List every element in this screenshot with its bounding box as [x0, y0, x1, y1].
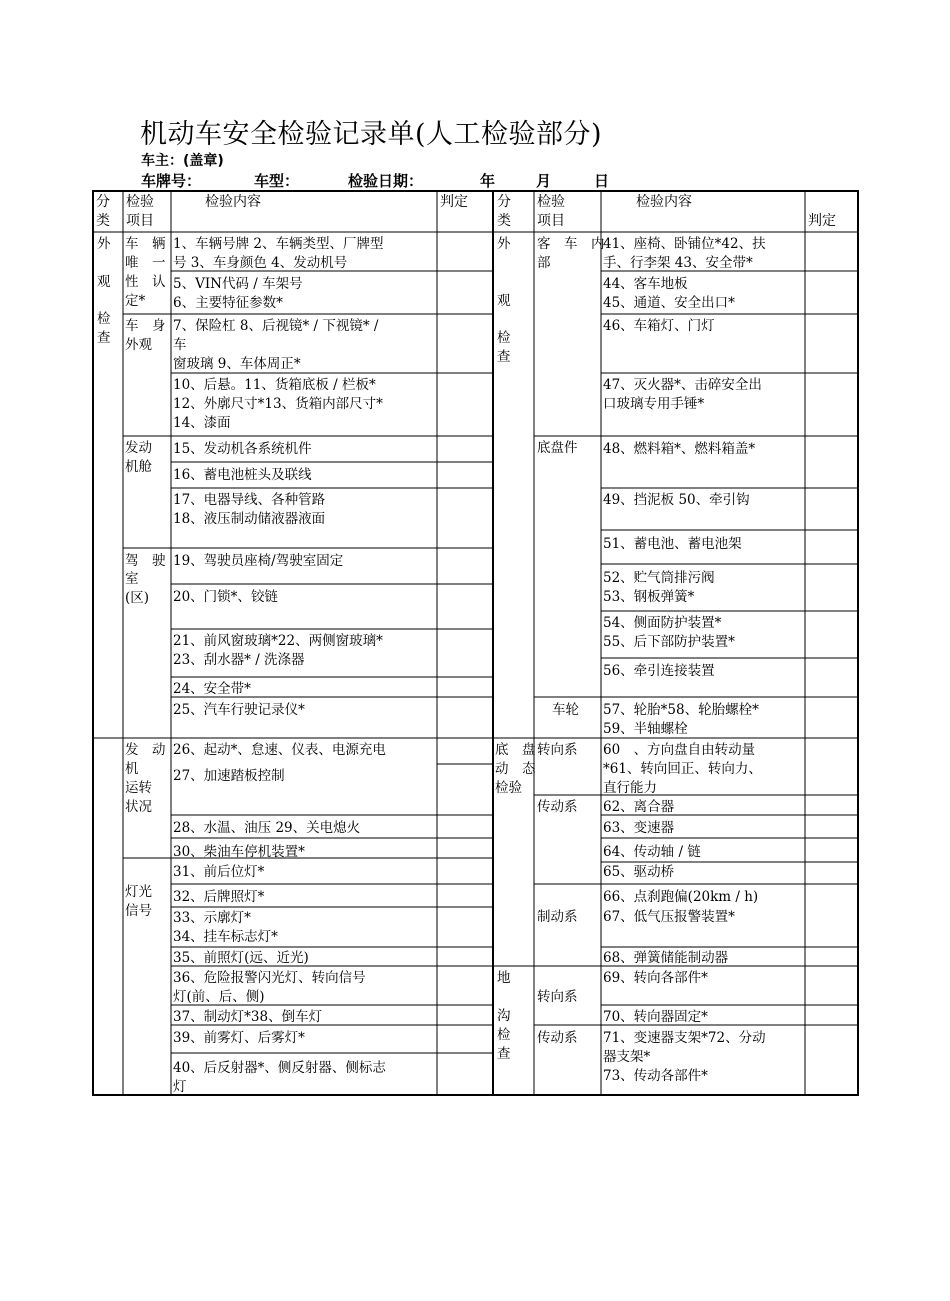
row-56: 56、牵引连接装置 [603, 663, 715, 679]
row-19: 33、示廓灯* 34、挂车标志灯* [173, 910, 278, 945]
right-category-column [495, 236, 540, 1062]
row-23: 39、前雾灯、后雾灯* [173, 1030, 305, 1046]
row-47: 47、灭火器*、击碎安全出口玻璃专用手锤* [603, 377, 762, 412]
row-54: 54、侧面防护装置* 55、后下部防护装置* [603, 615, 735, 650]
row-21: 36、危险报警闪光灯、转向信号灯(前、后、侧) [173, 970, 366, 1005]
row-67: 67、低气压报警装置* [603, 909, 735, 925]
row-64: 64、传动轴 / 链 [603, 844, 701, 860]
row-46: 46、车箱灯、门灯 [603, 318, 715, 334]
group-wheels: 车轮 [552, 702, 579, 718]
row-2: 5、VIN代码 / 车架号 6、主要特征参数* [173, 276, 303, 311]
row-70: 70、转向器固定* [603, 1009, 708, 1025]
right-category-pit: 地 沟 检 查 [497, 970, 511, 1062]
row-16: 30、柴油车停机装置* [173, 844, 305, 860]
group-body-exterior: 车 身 外观 [125, 318, 166, 353]
day-label: 日 [594, 172, 610, 190]
right-category-chassis-dynamic: 底 盘 动 态 检验 [495, 742, 536, 796]
row-48: 48、燃料箱*、燃料箱盖* [603, 441, 756, 457]
left-group-column [125, 236, 170, 919]
row-52: 52、贮气筒排污阀 53、钢板弹簧* [603, 570, 715, 605]
row-60: 60 、方向盘自由转动量*61、转向回正、转向力、直行能力 [603, 742, 762, 796]
header-item-left: 检验 项目 [126, 194, 154, 229]
group-steering-dynamic: 转向系 [537, 742, 578, 758]
plate-label: 车牌号： [141, 172, 202, 190]
row-44: 44、客车地板 45、通道、安全出口* [603, 276, 735, 311]
row-5: 15、发动机各系统机件 [173, 441, 312, 457]
group-lights: 灯光 信号 [125, 884, 152, 919]
row-71: 71、变速器支架*72、分动器支架* 73、传动各部件* [603, 1030, 766, 1084]
row-3: 7、保险杠 8、后视镜* / 下视镜* /车窗玻璃 9、车体周正* [173, 318, 379, 372]
year-label: 年 [480, 172, 496, 190]
row-68: 68、弹簧储能制动器 [603, 950, 729, 966]
group-cab: 驾 驶 室 (区) [125, 553, 166, 606]
row-12: 25、汽车行驶记录仪* [173, 702, 305, 718]
group-chassis-parts: 底盘件 [537, 440, 578, 456]
row-22: 37、制动灯*38、倒车灯 [173, 1009, 323, 1025]
group-steering-pit: 转向系 [537, 989, 578, 1005]
row-57: 57、轮胎*58、轮胎螺栓* 59、半轴螺栓 [603, 702, 759, 737]
header-category-right: 分 类 [497, 194, 511, 229]
row-24: 40、后反射器*、侧反射器、侧标志灯 [173, 1060, 386, 1095]
row-51: 51、蓄电池、蓄电池架 [603, 536, 742, 552]
row-8: 19、驾驶员座椅/驾驶室固定 [173, 553, 344, 569]
row-66: 66、点刹跑偏(20km / h) [603, 889, 759, 905]
header-verdict-left: 判定 [440, 194, 468, 210]
row-41: 41、座椅、卧铺位*42、扶手、行李架 43、安全带* [603, 236, 766, 271]
row-15: 28、水温、油压 29、关电熄火 [173, 820, 361, 836]
row-11: 24、安全带* [173, 681, 251, 697]
group-braking-dynamic: 制动系 [537, 909, 578, 925]
date-label: 检验日期： [348, 172, 424, 190]
row-1: 1、车辆号牌 2、车辆类型、厂牌型号 3、车身颜色 4、发动机号 [173, 236, 384, 271]
left-category-column [97, 236, 115, 346]
row-17: 31、前后位灯* [173, 864, 265, 880]
right-content-column [603, 235, 766, 1084]
header-content-left: 检验内容 [205, 194, 261, 210]
right-group-column [537, 235, 609, 1046]
header-category-left: 分 类 [96, 194, 110, 229]
row-49: 49、挡泥板 50、牵引钩 [603, 492, 750, 508]
row-18: 32、后牌照灯* [173, 889, 265, 905]
header-row [96, 193, 836, 229]
row-10: 21、前风窗玻璃*22、两侧窗玻璃* 23、刮水器* / 洗涤器 [173, 633, 383, 668]
document-title: 机动车安全检验记录单(人工检验部分) [140, 119, 603, 150]
group-transmission-dynamic: 传动系 [537, 799, 578, 815]
group-transmission-pit: 传动系 [537, 1030, 578, 1046]
month-label: 月 [536, 172, 552, 190]
row-13: 26、起动*、怠速、仪表、电源充电 [173, 742, 386, 758]
group-engine-bay: 发动 机舱 [125, 440, 152, 475]
left-category-appearance: 外 观 检 查 [97, 236, 111, 346]
row-63: 63、变速器 [603, 820, 675, 836]
row-65: 65、驱动桥 [603, 864, 675, 880]
header-content-right: 检验内容 [636, 194, 692, 210]
header-verdict-right: 判定 [808, 213, 836, 229]
header-item-right: 检验 项目 [537, 194, 565, 229]
row-20: 35、前照灯(远、近光) [173, 950, 309, 966]
group-vehicle-id: 车 辆 唯 一 性 认 定* [125, 236, 166, 309]
model-label: 车型： [254, 172, 300, 190]
group-engine-running: 发 动 机 运转 状况 [125, 742, 166, 815]
row-4: 10、后悬。11、货箱底板 / 栏板* 12、外廓尺寸*13、货箱内部尺寸* 14、漆面 [173, 377, 383, 431]
right-category-appearance: 外 观 检 查 [497, 236, 511, 365]
row-9: 20、门锁*、铰链 [173, 589, 278, 605]
owner-line: 车主：(盖章) [141, 153, 224, 169]
row-62: 62、离合器 [603, 799, 675, 815]
row-6: 16、蓄电池桩头及联线 [173, 467, 312, 483]
row-14: 27、加速踏板控制 [173, 768, 285, 784]
row-69: 69、转向各部件* [603, 970, 708, 986]
row-7: 17、电器导线、各种管路 18、液压制动储液器液面 [173, 492, 326, 527]
group-passenger-interior: 客 车 内 部 [537, 236, 605, 271]
